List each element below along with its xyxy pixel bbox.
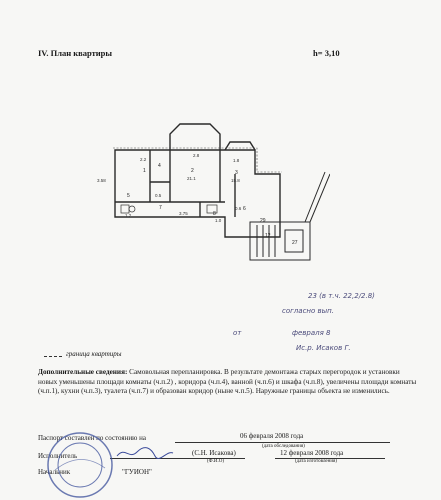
area-label: 0.6	[235, 206, 242, 211]
additional-info-text: Самовольная перепланировка. В результате демонтажа старых перегородок и установки новых уменьшены площади комнаты (ч.п.2) , коридора (ч.п.4), ванной (ч.п.6) и шкафа (ч.п.8), увеличены площади комнаты (ч.п.1), кухни (ч.п.3), туалета (ч.п.7) и образован коридор (ныне ч.п.5). Наружные границы объекта не изменились.	[38, 368, 417, 395]
area-label: 3.58	[97, 178, 106, 183]
area-label: 15.8	[231, 178, 240, 183]
room-label: 3	[235, 170, 238, 176]
room-label: 2	[191, 168, 194, 174]
room-label: 29	[260, 218, 266, 224]
handwritten-note: 23 (в т.ч. 22,2/2.8)	[308, 292, 375, 300]
room-label: 4	[158, 163, 161, 169]
executor-date-hint: (дата изготовления)	[295, 459, 337, 464]
room-label: 8	[213, 211, 216, 217]
section-title: IV. План квартиры	[38, 48, 113, 58]
divider	[175, 442, 390, 443]
passport-date: 06 февраля 2008 года	[240, 432, 304, 440]
executor-date: 12 февраля 2008 года	[280, 449, 344, 457]
handwritten-note: Ис.р. Исаков Г.	[296, 344, 351, 352]
handwritten-note: от	[233, 329, 242, 337]
area-label: 1.0	[215, 218, 222, 223]
executor-name: (С.Н. Исакова)	[192, 449, 236, 457]
area-label: 0.5	[155, 193, 162, 198]
executor-fio-hint: (Ф.И.О)	[207, 459, 225, 464]
stamp-seal	[45, 430, 115, 500]
org-name: "ГУИОН"	[122, 468, 152, 476]
floor-plan	[95, 112, 330, 262]
room-label: 6	[243, 206, 246, 212]
handwritten-note: согласно вып.	[282, 307, 334, 315]
room-label: 12	[265, 233, 271, 239]
signature-scribble	[115, 444, 175, 462]
area-label: 2.8	[193, 153, 200, 158]
boundary-legend-line	[44, 356, 62, 357]
org-label: Начальник	[38, 468, 71, 476]
room-label: 1	[143, 168, 146, 174]
room-label: 27	[292, 240, 298, 246]
area-label: 1.2	[125, 213, 132, 218]
ceiling-height: h= 3,10	[313, 48, 340, 58]
passport-label: Паспорт составлен по состоянию на	[38, 434, 146, 442]
area-label: 3.75	[179, 211, 188, 216]
room-label: 7	[159, 205, 162, 211]
area-label: 2.2	[140, 157, 147, 162]
executor-label: Исполнитель	[38, 452, 78, 460]
additional-info	[38, 368, 418, 397]
boundary-legend-text: граница квартиры	[66, 350, 122, 358]
room-label: 5	[127, 193, 130, 199]
area-label: 21.1	[187, 176, 196, 181]
additional-info-label: Дополнительные сведения:	[38, 368, 128, 376]
handwritten-note: февраля 8	[292, 329, 331, 337]
passport-date-hint: (дата обследования)	[262, 444, 305, 449]
area-label: 1.8	[233, 158, 240, 163]
